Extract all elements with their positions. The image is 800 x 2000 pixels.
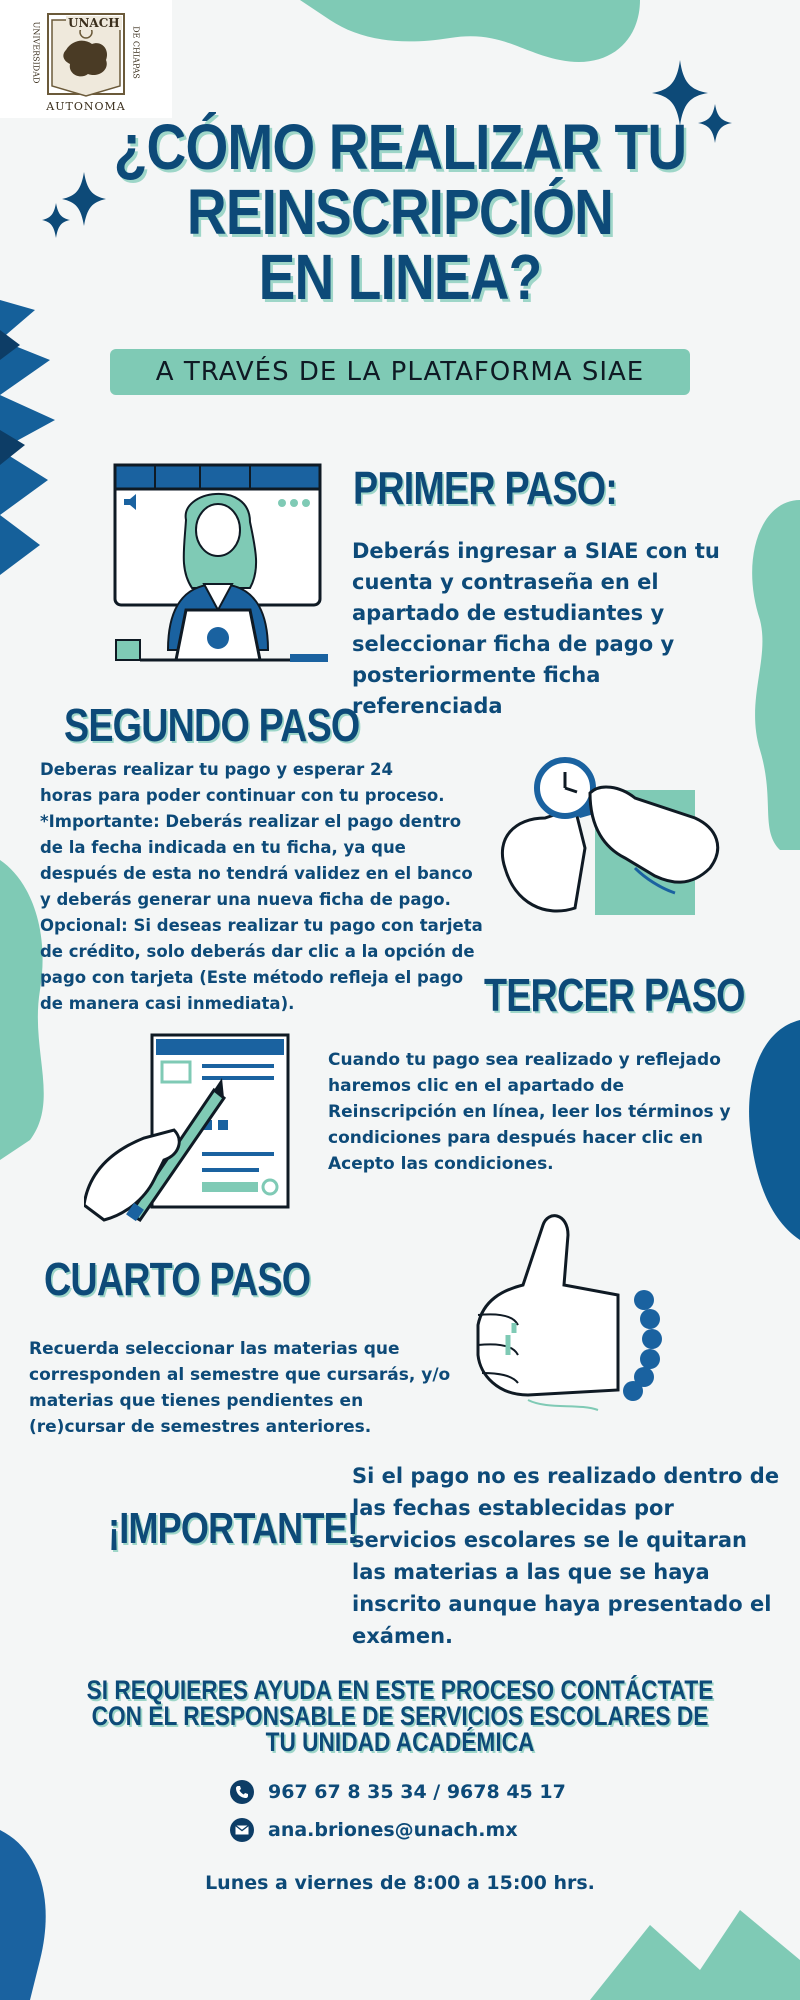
contact-hours: Lunes a viernes de 8:00 a 15:00 hrs. (205, 1872, 595, 1894)
step-3-title: TERCER PASO (484, 969, 745, 1021)
wristwatch-hand-icon (485, 748, 735, 923)
contact-phone[interactable]: 967 67 8 35 34 / 9678 45 17 (268, 1781, 566, 1803)
step-4-description: Recuerda seleccionar las materias que corresponden al semestre que cursarás, y/o materias que tienes pendientes en (re)cursar de semestres anteriores. (29, 1339, 451, 1437)
help-line-2: CON EL RESPONSABLE DE SERVICIOS ESCOLARES DE (91, 1701, 709, 1731)
page-title-line-1: ¿CÓMO REALIZAR TU (113, 111, 687, 183)
logo-top-text: UNACH (68, 16, 120, 30)
subtitle-text: A TRAVÉS DE LA PLATAFORMA SIAE (155, 357, 645, 387)
logo-right-text: DE CHIAPAS (131, 26, 141, 79)
help-line-3: TU UNIDAD ACADÉMICA (265, 1727, 535, 1757)
document-pencil-icon (84, 1030, 294, 1230)
phone-icon (230, 1780, 254, 1804)
mail-icon (230, 1818, 254, 1842)
logo-bottom-text: AUTONOMA (46, 100, 126, 113)
step-4-title: CUARTO PASO (44, 1253, 311, 1305)
thumbs-up-icon (468, 1205, 678, 1415)
subtitle-banner (110, 349, 690, 395)
step-3-description: Cuando tu pago sea realizado y reflejado haremos clic en el apartado de Reinscripción en línea, leer los términos y condiciones para después hacer clic en Acepto las condiciones. (328, 1050, 731, 1174)
page-title-line-2: REINSCRIPCIÓN (186, 176, 614, 248)
logo-left-text: UNIVERSIDAD (31, 21, 41, 84)
university-logo (0, 0, 172, 118)
video-call-woman-icon (100, 460, 340, 670)
important-title: ¡IMPORTANTE! (108, 1504, 359, 1553)
step-2-description: Deberas realizar tu pago y esperar 24 horas para poder continuar con tu proceso. *Importante: Deberás realizar el pago dentro de la fecha indicada en tu ficha, ya que después de esta no tendrá validez en el banco y deberás generar una nueva ficha de pago. Opcional: Si deseas realizar tu pago con tarjeta de crédito, solo deberás dar clic a la opción de pago con tarjeta (Este método refleja el pago de manera casi inmediata). (40, 760, 483, 1013)
step-2-title: SEGUNDO PASO (64, 699, 360, 751)
help-line-1: SI REQUIERES AYUDA EN ESTE PROCESO CONTÁCTATE (86, 1675, 714, 1705)
page-title-line-3: EN LINEA? (258, 241, 542, 313)
step-1-description: Deberás ingresar a SIAE con tu cuenta y contraseña en el apartado de estudiantes y seleccionar ficha de pago y posteriormente ficha referenciada (352, 539, 720, 718)
contact-email[interactable]: ana.briones@unach.mx (268, 1819, 518, 1841)
contact-phone-row (230, 1780, 566, 1804)
important-description: Si el pago no es realizado dentro de las fechas establecidas por servicios escolares se le quitaran las materias a las que se haya inscrito aunque haya presentado el exámen. (352, 1464, 780, 1648)
contact-email-row (230, 1818, 518, 1842)
step-1-title: PRIMER PASO: (353, 462, 618, 514)
